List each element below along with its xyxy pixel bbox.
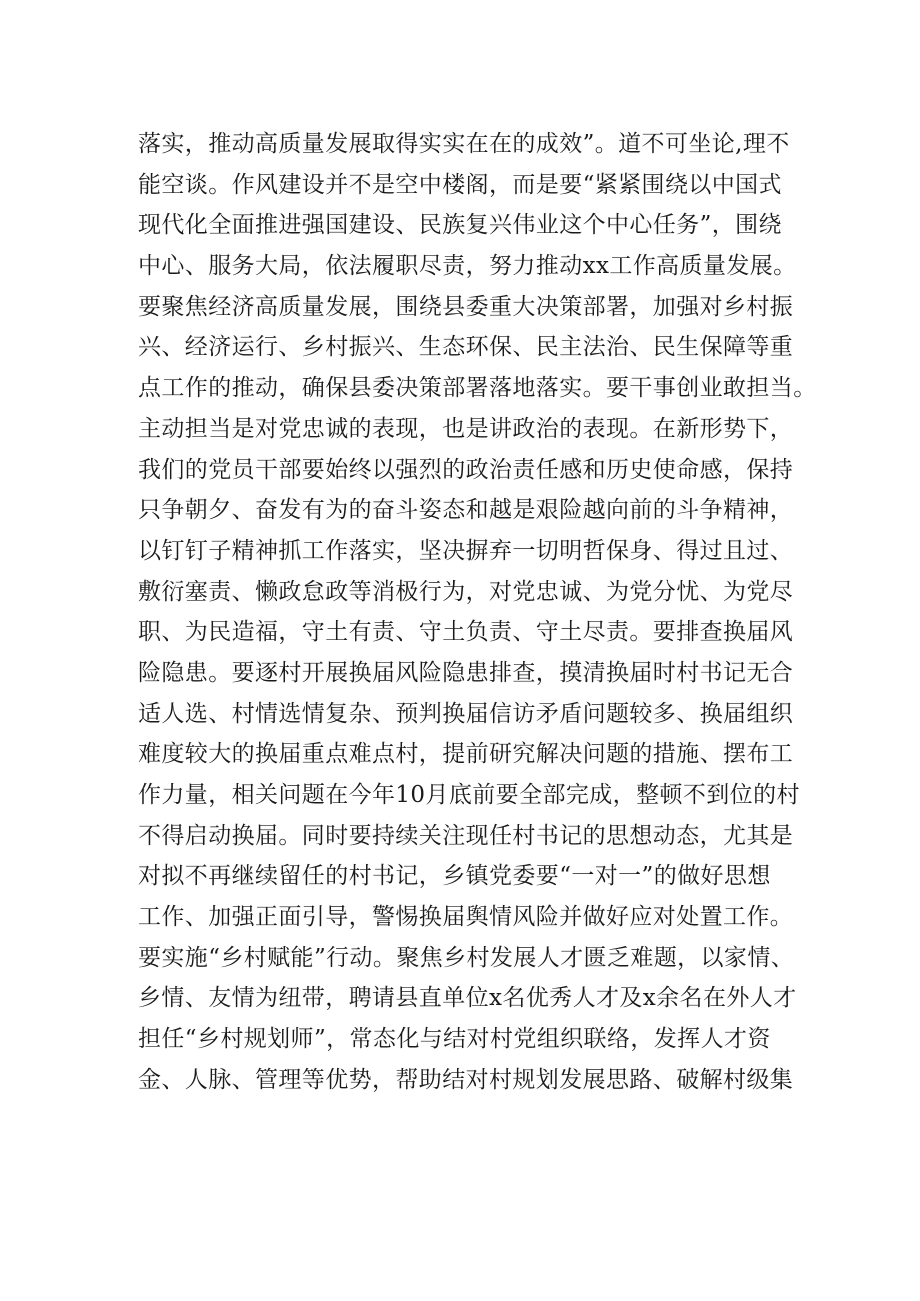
text-line: 点工作的推动，确保县委决策部署落地落实。要干事创业敢担当。 <box>138 375 817 402</box>
text-line: 适人选、村情选情复杂、预判换届信访矛盾问题较多、换届组织 <box>138 700 794 727</box>
text-line: 要聚焦经济高质量发展，围绕县委重大决策部署，加强对乡村振 <box>138 293 794 320</box>
body-text <box>138 124 828 1101</box>
text-line: 现代化全面推进强国建设、民族复兴伟业这个中心任务”，围绕 <box>138 212 782 239</box>
text-line: 以钉钉子精神抓工作落实，坚决摒弃一切明哲保身、得过且过、 <box>138 537 794 564</box>
text-line: 险隐患。要逐村开展换届风险隐患排查，摸清换届时村书记无合 <box>138 659 794 686</box>
text-line: 职、为民造福，守土有责、守土负责、守土尽责。要排查换届风 <box>138 619 794 646</box>
text-line: 金、人脉、管理等优势，帮助结对村规划发展思路、破解村级集 <box>138 1066 794 1093</box>
text-line: 作力量，相关问题在今年10月底前要全部完成，整顿不到位的村 <box>138 782 800 808</box>
text-line: 我们的党员干部要始终以强烈的政治责任感和历史使命感，保持 <box>138 456 794 483</box>
text-line: 不得启动换届。同时要持续关注现任村书记的思想动态，尤其是 <box>138 822 794 849</box>
text-line: 对拟不再继续留任的村书记，乡镇党委要“一对一”的做好思想 <box>138 863 771 890</box>
text-line: 敷衍塞责、懒政怠政等消极行为，对党忠诚、为党分忧、为党尽 <box>138 578 794 605</box>
text-line: 主动担当是对党忠诚的表现，也是讲政治的表现。在新形势下， <box>138 415 794 442</box>
text-line: 只争朝夕、奋发有为的奋斗姿态和越是艰险越向前的斗争精神， <box>138 497 794 524</box>
text-line: 要实施“乡村赋能”行动。聚焦乡村发展人才匮乏难题，以家情、 <box>138 944 795 971</box>
text-line: 中心、服务大局，依法履职尽责，努力推动xx工作高质量发展。 <box>138 253 797 280</box>
text-line: 难度较大的换届重点难点村，提前研究解决问题的措施、摆布工 <box>138 741 794 768</box>
text-line: 能空谈。作风建设并不是空中楼阁，而是要“紧紧围绕以中国式 <box>138 171 782 198</box>
text-line: 落实，推动高质量发展取得实实在在的成效”。道不可坐论,理不 <box>138 131 790 157</box>
text-line: 担任“乡村规划师”，常态化与结对村党组织联络，发挥人才资 <box>138 1026 771 1053</box>
text-line: 乡情、友情为纽带，聘请县直单位x名优秀人才及x余名在外人才 <box>138 985 797 1012</box>
text-line: 兴、经济运行、乡村振兴、生态环保、民主法治、民生保障等重 <box>138 334 794 361</box>
text-line: 工作、加强正面引导，警惕换届舆情风险并做好应对处置工作。 <box>138 904 794 931</box>
